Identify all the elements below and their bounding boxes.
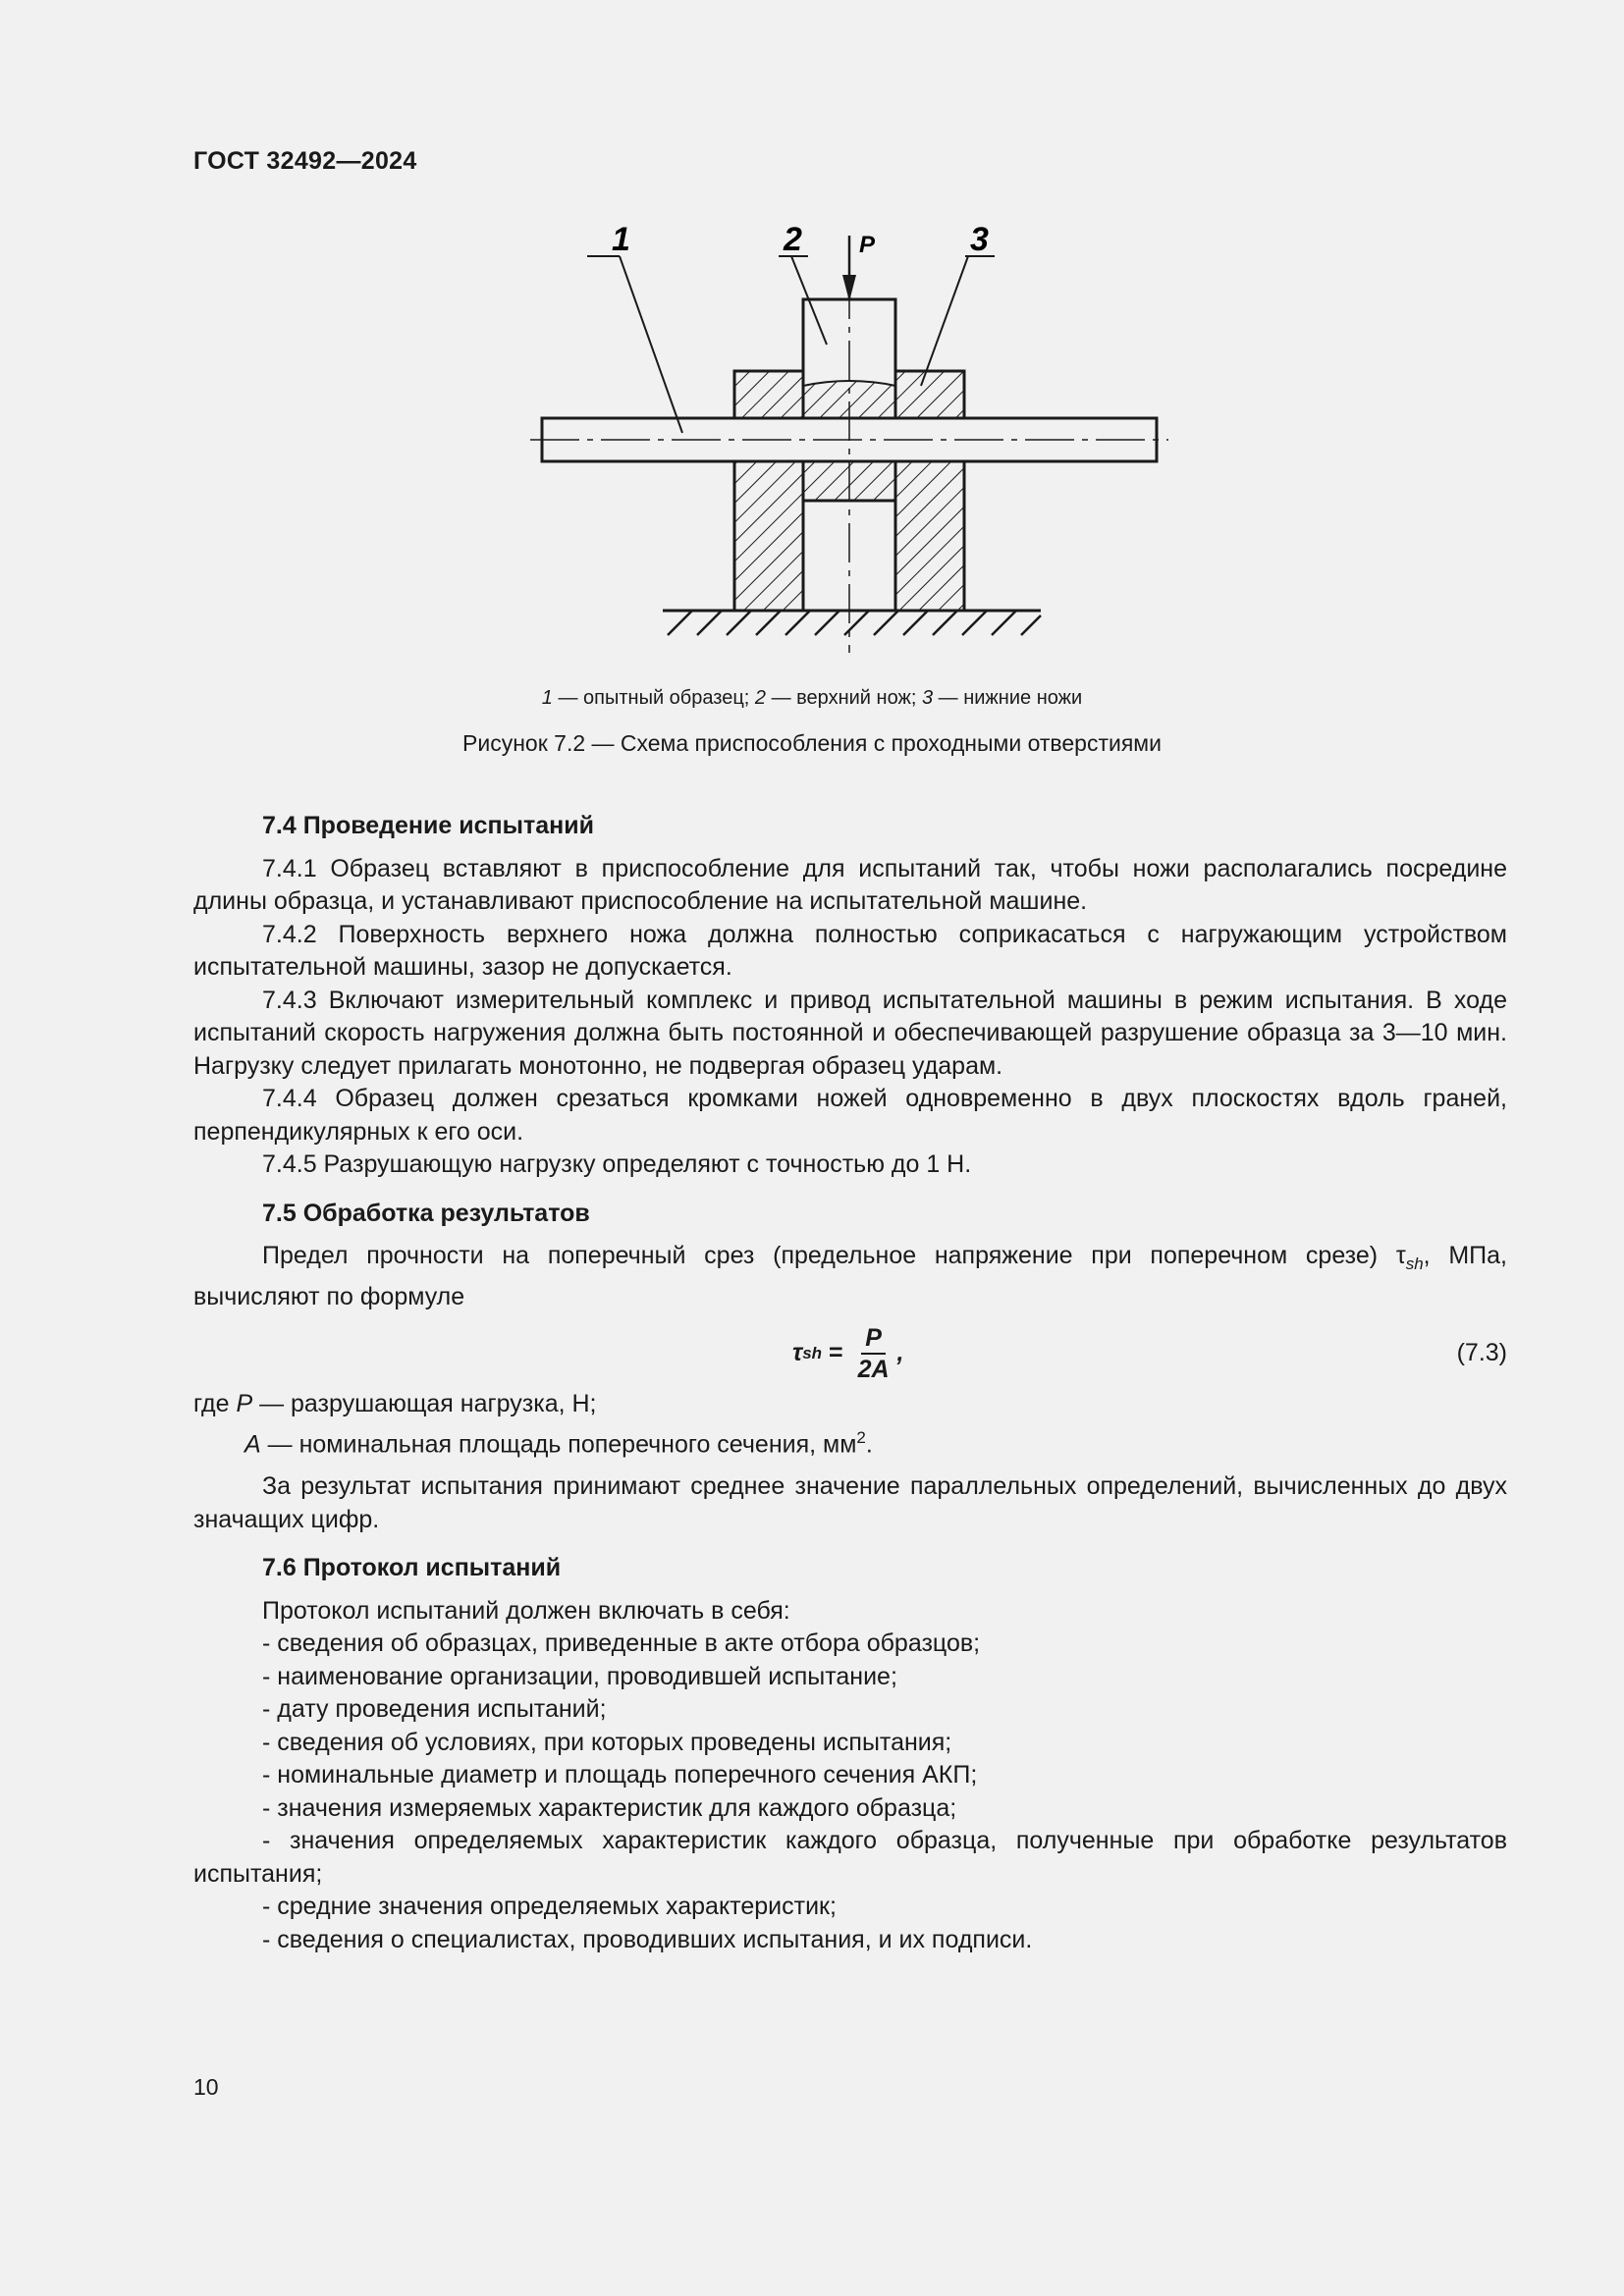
figure-caption: Рисунок 7.2 — Схема приспособления с проходными отверстиями: [462, 730, 1162, 756]
lower-knife-right: [895, 461, 964, 611]
formula-expression: [792, 1319, 903, 1388]
legend-text-3: — нижние ножи: [933, 687, 1083, 709]
paragraph-7-4-5: 7.4.5 Разрушающую нагрузку определяют с точностью до 1 Н.: [262, 1150, 972, 1178]
section-title-7-5: 7.5 Обработка результатов: [262, 1199, 590, 1227]
intro-a: Предел прочности на поперечный срез (предельное напряжение при поперечном срезе) τ: [262, 1242, 1406, 1269]
label-2: 2: [784, 221, 802, 258]
document-header: ГОСТ 32492—2024: [193, 147, 417, 175]
formula-lhs-sub: sh: [802, 1344, 823, 1363]
list-item: - средние значения определяемых характеристик;: [262, 1893, 837, 1921]
ground-hatching: [663, 611, 1041, 635]
paragraph-7-4-1: 7.4.1 Образец вставляют в приспособление для испытаний так, чтобы ножи располагались посредине длины образца, и устанавливают приспособление на испытательной машине.: [193, 854, 1507, 915]
label-1: 1: [612, 221, 630, 258]
where-p: [193, 1388, 1507, 1421]
section-title-7-4: 7.4 Проведение испытаний: [262, 812, 594, 839]
list-item: - наименование организации, проводившей испытание;: [262, 1662, 897, 1690]
protocol-intro: Протокол испытаний должен включать в себя:: [262, 1596, 790, 1625]
paragraph-7-4-3: 7.4.3 Включают измерительный комплекс и привод испытательной машины в режим испытания. В ходе испытаний скорость нагружения должна быть постоянной и обеспечивающей разрушение образца за 3—10 мин. Нагрузку следует прилагать монотонно, не подвергая образец ударам.: [193, 986, 1507, 1080]
paragraph-7-4-4: 7.4.4 Образец должен срезаться кромками ножей одновременно в двух плоскостях вдоль граней, перпендикулярных к его оси.: [193, 1085, 1507, 1146]
where-a-desc: — номинальная площадь поперечного сечения, мм: [260, 1429, 857, 1458]
legend-text-1: — опытный образец;: [552, 687, 755, 709]
paragraph-result: За результат испытания принимают среднее значение параллельных определений, вычисленных до двух значащих цифр.: [193, 1472, 1507, 1533]
list-item: - значения измеряемых характеристик для каждого образца;: [262, 1793, 957, 1822]
load-arrow: [842, 236, 856, 301]
label-3: 3: [970, 221, 989, 258]
formula-intro: [193, 1240, 1507, 1313]
main-content: [193, 810, 1507, 1956]
legend-num-3: 3: [921, 687, 934, 709]
page-number: 10: [193, 2074, 219, 2100]
list-item: - номинальные диаметр и площадь поперечного сечения АКП;: [262, 1761, 978, 1789]
label-load-p: P: [859, 232, 876, 258]
list-item: - сведения об условиях, при которых проведены испытания;: [262, 1728, 952, 1756]
formula-lhs: τ: [792, 1339, 803, 1367]
formula-denominator: 2A: [857, 1356, 890, 1383]
legend-num-1: 1: [541, 687, 553, 709]
var-p: P: [236, 1390, 253, 1417]
formula-7-3: [193, 1319, 1507, 1388]
list-item: - сведения об образцах, приведенные в акте отбора образцов;: [262, 1629, 981, 1658]
list-item: - сведения о специалистах, проводивших испытания, и их подписи.: [262, 1925, 1033, 1953]
list-item: - дату проведения испытаний;: [262, 1695, 607, 1724]
unit-exponent: 2: [856, 1427, 866, 1447]
section-title-7-6: 7.6 Протокол испытаний: [262, 1554, 562, 1582]
where-p-desc: — разрушающая нагрузка, Н;: [252, 1390, 597, 1417]
paragraph-7-4-2: 7.4.2 Поверхность верхнего ножа должна полностью соприкасаться с нагружающим устройством испытательной машины, зазор не допускается.: [193, 920, 1507, 981]
formula-eq: =: [822, 1339, 850, 1367]
legend-text-2: — верхний нож;: [766, 687, 922, 709]
equation-number: (7.3): [1456, 1339, 1507, 1366]
formula-fraction: [854, 1323, 893, 1384]
where-a: [193, 1421, 1507, 1462]
intro-sub: sh: [1405, 1255, 1424, 1273]
figure-legend: [0, 687, 1624, 710]
formula-tail: ,: [896, 1339, 904, 1367]
list-item: - значения определяемых характеристик каждого образца, полученные при обработке результатов испытания;: [193, 1827, 1507, 1888]
legend-num-2: 2: [754, 687, 767, 709]
where-a-end: .: [865, 1429, 873, 1458]
where-word: где: [193, 1390, 237, 1417]
intro-b: , МПа, вычисляют по формуле: [193, 1242, 1507, 1310]
var-a: A: [244, 1429, 261, 1458]
formula-numerator: P: [861, 1323, 886, 1355]
fixture-diagram: [530, 221, 1178, 663]
lower-knife-left: [734, 461, 803, 611]
